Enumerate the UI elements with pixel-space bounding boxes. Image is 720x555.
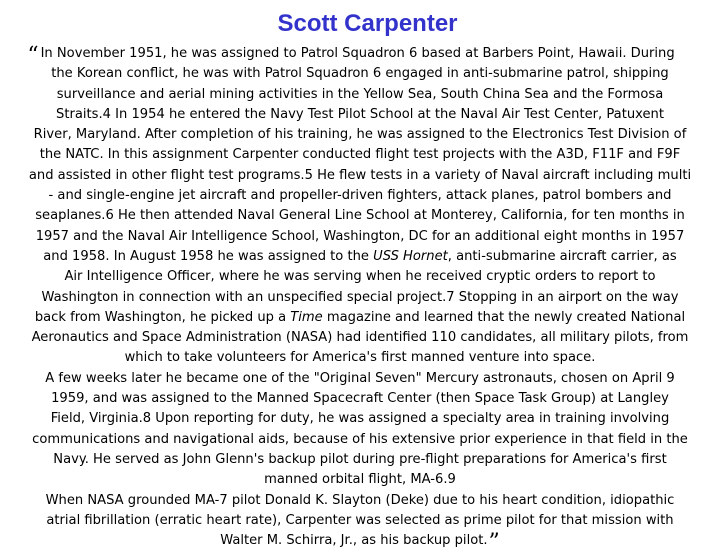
text-line: communications and navigational aids, because of his extensive prior experience in that field in the bbox=[32, 431, 688, 447]
text-line: Washington in connection with an unspecified special project.7 Stopping in an airport on the way bbox=[41, 289, 679, 305]
text-line: seaplanes.6 He then attended Naval General Line School at Monterey, California, for ten months in bbox=[35, 208, 685, 224]
text-line: Walter M. Schirra, Jr., as his backup pilot.” bbox=[220, 530, 500, 555]
text-line: 1957 and the Naval Air Intelligence School, Washington, DC for an additional eight months in 1957 bbox=[35, 228, 685, 244]
text-line: Air Intelligence Officer, where he was serving when he received cryptic orders to report to bbox=[64, 269, 656, 285]
text-line: A few weeks later he became one of the "Original Seven" Mercury astronauts, chosen on April 9 bbox=[45, 370, 675, 386]
text-line: and 1958. In August 1958 he was assigned to the USS Hornet, anti-submarine aircraft carrier, as bbox=[43, 248, 677, 264]
text-line: surveillance and aerial mining activities in the Yellow Sea, South China Sea and the Formosa bbox=[56, 86, 664, 102]
text-line: manned orbital flight, MA-6.9 bbox=[264, 472, 456, 488]
text-line: “ In November 1951, he was assigned to Patrol Squadron 6 based at Barbers Point, Hawaii. During bbox=[27, 43, 675, 68]
text-line: and assisted in other flight test programs.5 He flew tests in a variety of Naval aircraft including multi bbox=[28, 167, 692, 183]
text-line: Field, Virginia.8 Upon reporting for duty, he was assigned a specialty area in training involving bbox=[50, 411, 670, 427]
text-line: atrial fibrillation (erratic heart rate), Carpenter was selected as prime pilot for that mission with bbox=[46, 512, 674, 528]
text-line: - and single-engine jet aircraft and propeller-driven fighters, attack planes, patrol bombers and bbox=[48, 188, 672, 204]
magazine-name: Time bbox=[290, 309, 323, 325]
text-line: When NASA grounded MA-7 pilot Donald K. Slayton (Deke) due to his heart condition, idiopathic bbox=[45, 492, 675, 508]
text-line: River, Maryland. After completion of his training, he was assigned to the Electronics Test Division of bbox=[33, 127, 687, 143]
biography-text bbox=[2, 43, 718, 555]
text-line: back from Washington, he picked up a Time magazine and learned that the newly created National bbox=[34, 309, 686, 325]
text-line: Straits.4 In 1954 he entered the Navy Test Pilot School at the Naval Air Test Center, Patuxent bbox=[56, 106, 664, 122]
open-quote-mark: “ bbox=[27, 43, 39, 68]
text-line: which to take volunteers for America's first manned venture into space. bbox=[124, 350, 596, 366]
close-quote-mark: ” bbox=[488, 530, 500, 555]
text-line: the NATC. In this assignment Carpenter conducted flight test projects with the A3D, F11F and F9F bbox=[39, 147, 681, 163]
text-line: the Korean conflict, he was with Patrol Squadron 6 engaged in anti-submarine patrol, shipping bbox=[51, 66, 669, 82]
text-line: 1959, and was assigned to the Manned Spacecraft Center (then Space Task Group) at Langley bbox=[51, 391, 669, 407]
page-title: Scott Carpenter bbox=[277, 10, 458, 37]
text-line: Navy. He served as John Glenn's backup pilot during pre-flight preparations for America's first bbox=[53, 451, 667, 467]
ship-name: USS Hornet bbox=[373, 248, 448, 264]
text-line: Aeronautics and Space Administration (NASA) had identified 110 candidates, all military pilots, from bbox=[31, 330, 689, 346]
